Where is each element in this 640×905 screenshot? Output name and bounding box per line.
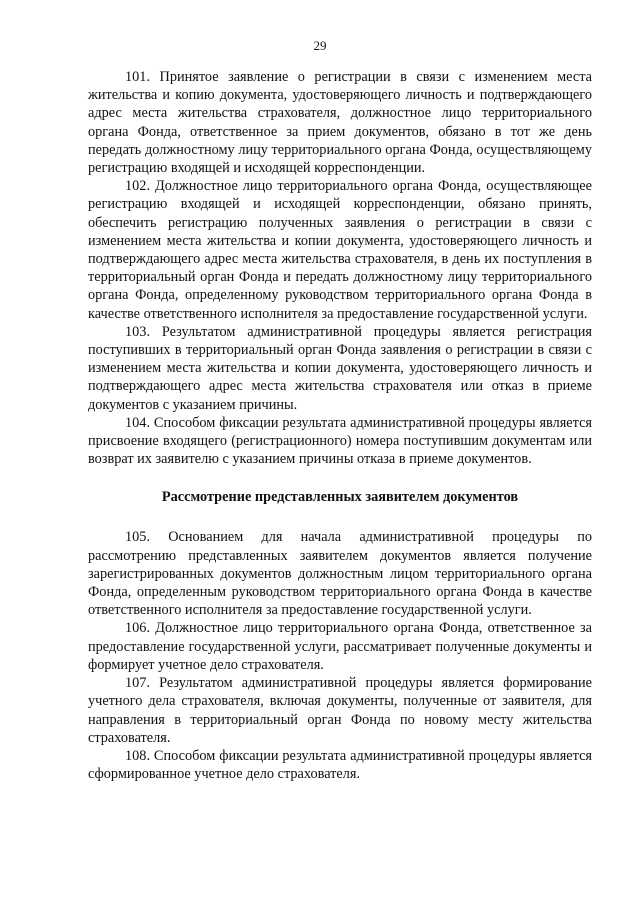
document-body (88, 68, 592, 783)
paragraph-105: 105. Основанием для начала административной процедуры по рассмотрению представленных заявителем документов является получение зарегистрированных документов должностным лицом территориального органа Фонда, определенным руководством территориального органа Фонда в качестве ответственного исполнителя за предоставление государственной услуги. (88, 529, 592, 619)
section-heading: Рассмотрение представленных заявителем документов (161, 489, 519, 506)
paragraph-103: 103. Результатом административной процедуры является регистрация поступивших в территориальный орган Фонда заявления о регистрации в связи с изменением места жительства и копии документа, удостоверяющего личность и подтверждающего адрес места жительства страхователя или отказ в приеме документов с указанием причины. (88, 323, 592, 413)
paragraph-107: 107. Результатом административной процедуры является формирование учетного дела страхователя, включая документы, полученные от заявителя, для направления в территориальный орган Фонда по новому месту жительства страхователя. (88, 675, 592, 746)
paragraph-101: 101. Принятое заявление о регистрации в связи с изменением места жительства и копию документа, удостоверяющего личность и подтверждающего адрес места жительства страхователя, должностное лицо территориального органа Фонда, ответственное за прием документов, обязано в тот же день передать должностному лицу территориального органа Фонда, осуществляющему регистрацию входящей и исходящей корреспонденции. (88, 69, 592, 177)
paragraph-106: 106. Должностное лицо территориального органа Фонда, ответственное за предоставление государственной услуги, рассматривает полученные документы и формирует учетное дело страхователя. (88, 620, 592, 673)
paragraph-104: 104. Способом фиксации результата административной процедуры является присвоение входящего (регистрационного) номера поступившим документам или возврат их заявителю с указанием причины отказа в приеме документов. (88, 414, 592, 468)
paragraph-108: 108. Способом фиксации результата административной процедуры является сформированное учетное дело страхователя. (88, 747, 592, 783)
page-number: 29 (313, 38, 327, 53)
paragraph-102: 102. Должностное лицо территориального органа Фонда, осуществляющее регистрацию входящей и исходящей корреспонденции, обязано принять, обеспечить регистрацию полученных заявления о регистрации в связи с изменением места жительства и копии документа, удостоверяющего личность и подтверждающего адрес места жительства страхователя, в день их поступления в территориальный орган Фонда и передать должностному лицу территориального органа Фонда, определенному руководством территориального органа Фонда в качестве ответственного исполнителя за предоставление государственной услуги. (88, 178, 592, 322)
